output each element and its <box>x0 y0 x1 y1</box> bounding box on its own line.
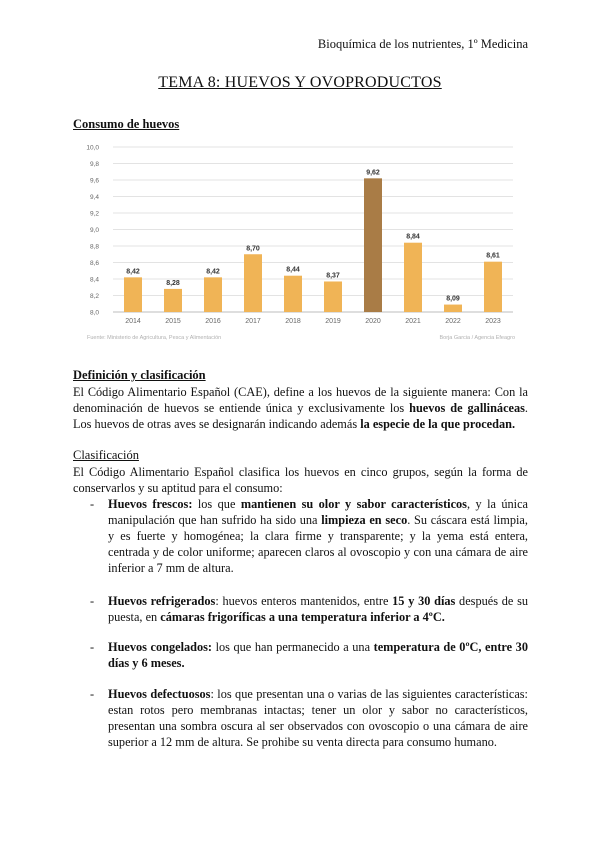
item-name: Huevos refrigerados <box>108 594 216 608</box>
bar <box>364 178 382 312</box>
y-tick-label: 9,2 <box>89 210 99 218</box>
bar <box>124 277 142 312</box>
y-tick-label: 8,8 <box>89 243 99 251</box>
item-text: . Su cáscara está limpia, y es fuerte y homogénea; la clara firme y transparente; y la yema está entera, centrada y de color uniforme; aparecen claros al ovoscopio y con una cámara de aire inferior a 7 mm de altura. <box>108 513 528 575</box>
bar-value-label: 9,62 <box>366 169 380 177</box>
x-tick-label: 2022 <box>445 318 461 325</box>
chart-source-left: Fuente: Ministerio de Agricultura, Pesca y Alimentación <box>87 335 222 341</box>
item-text: : los que presentan una o varias de las siguientes características: estan rotos pero membranas intactas; tener un olor y sabor no característicos, presentan una sombra oscura al ser observados con ovoscopio o una cámara de aire superior a 12 mm de altura. Se prohibe su venta directa para consumo humano. <box>108 687 528 749</box>
item-bold: 15 y 30 días <box>392 594 456 608</box>
y-tick-label: 9,0 <box>89 227 99 234</box>
x-tick-label: 2017 <box>245 318 261 325</box>
bar <box>204 277 222 312</box>
x-tick-label: 2015 <box>165 318 181 325</box>
list-item-refrigerados <box>90 593 528 625</box>
list-dash: - <box>90 497 95 511</box>
list-item-defectuosos <box>90 686 528 750</box>
y-tick-label: 9,4 <box>89 194 99 201</box>
bar <box>404 243 422 312</box>
bar <box>164 289 182 312</box>
bar-value-label: 8,42 <box>126 268 140 276</box>
bar <box>244 254 262 312</box>
item-bold: mantienen su olor y sabor característicos <box>240 497 467 511</box>
list-item-frescos <box>90 496 528 576</box>
bar-value-label: 8,42 <box>206 268 220 276</box>
bar <box>324 281 342 312</box>
bar-value-label: 8,84 <box>406 233 420 241</box>
item-bold: limpieza en seco <box>321 513 408 527</box>
consumo-heading: Consumo de huevos <box>73 117 180 131</box>
clasificacion-intro: El Código Alimentario Español clasifica los huevos en cinco grupos, según la forma de conservarlos y su aptitud para el consumo: <box>73 465 528 495</box>
page-title: TEMA 8: HUEVOS Y OVOPRODUCTOS <box>158 74 442 91</box>
bar-value-label: 8,37 <box>326 272 340 280</box>
egg-consumption-chart <box>73 136 525 348</box>
item-text: después de su puesta, en <box>108 594 529 624</box>
y-tick-label: 9,6 <box>89 177 99 185</box>
y-tick-label: 8,4 <box>89 276 99 284</box>
item-name: Huevos defectuosos <box>108 687 211 701</box>
definicion-text-1: El Código Alimentario Español (CAE), define a los huevos de la siguiente manera: Con la denominación de huevos se entiende única y exclusivamente los <box>73 385 528 415</box>
x-tick-label: 2014 <box>125 318 141 325</box>
chart-source-right: Borja Garcia / Agencia Efeagro <box>439 335 515 341</box>
bar <box>284 276 302 312</box>
x-tick-label: 2016 <box>205 318 221 325</box>
clasificacion-heading: Clasificación <box>73 448 139 462</box>
x-tick-label: 2019 <box>325 318 341 325</box>
bar <box>484 262 502 312</box>
x-tick-label: 2018 <box>285 318 301 325</box>
definicion-paragraph <box>73 384 528 432</box>
item-bold: temperatura de 0ºC, entre 30 días y 6 meses. <box>108 640 528 670</box>
y-tick-label: 10,0 <box>86 144 99 152</box>
bar-value-label: 8,09 <box>446 295 460 303</box>
item-text: los que <box>192 497 241 511</box>
y-tick-label: 8,0 <box>89 309 99 317</box>
item-bold: cámaras frigoríficas a una temperatura inferior a 4ºC. <box>160 610 445 624</box>
definicion-bold-1: huevos de gallináceas <box>409 401 525 415</box>
y-tick-label: 9,8 <box>89 161 99 168</box>
list-dash: - <box>90 640 95 654</box>
x-tick-label: 2020 <box>365 318 381 325</box>
bar-value-label: 8,28 <box>166 279 180 287</box>
bar-value-label: 8,70 <box>246 245 260 253</box>
bar-value-label: 8,61 <box>486 252 500 260</box>
x-tick-label: 2023 <box>485 318 501 325</box>
definicion-heading: Definición y clasificación <box>73 368 206 382</box>
list-item-congelados <box>90 639 528 671</box>
item-text: , y la única manipulación que han sufrido ha sido una <box>108 497 528 527</box>
list-dash: - <box>90 594 95 608</box>
item-text: : huevos enteros mantenidos, entre <box>215 594 393 608</box>
y-tick-label: 8,6 <box>89 260 99 267</box>
list-dash: - <box>90 687 95 701</box>
bar <box>444 305 462 312</box>
bar-value-label: 8,44 <box>286 266 300 274</box>
course-header: Bioquímica de los nutrientes, 1º Medicina <box>317 37 528 51</box>
item-name: Huevos congelados: <box>108 640 213 654</box>
definicion-bold-2: la especie de la que procedan. <box>360 417 516 431</box>
x-tick-label: 2021 <box>405 318 421 325</box>
definicion-text-2: . Los huevos de otras aves se designarán indicando además <box>73 401 528 431</box>
item-text: los que han permanecido a una <box>212 640 374 654</box>
item-name: Huevos frescos: <box>108 497 193 511</box>
y-tick-label: 8,2 <box>89 293 99 300</box>
